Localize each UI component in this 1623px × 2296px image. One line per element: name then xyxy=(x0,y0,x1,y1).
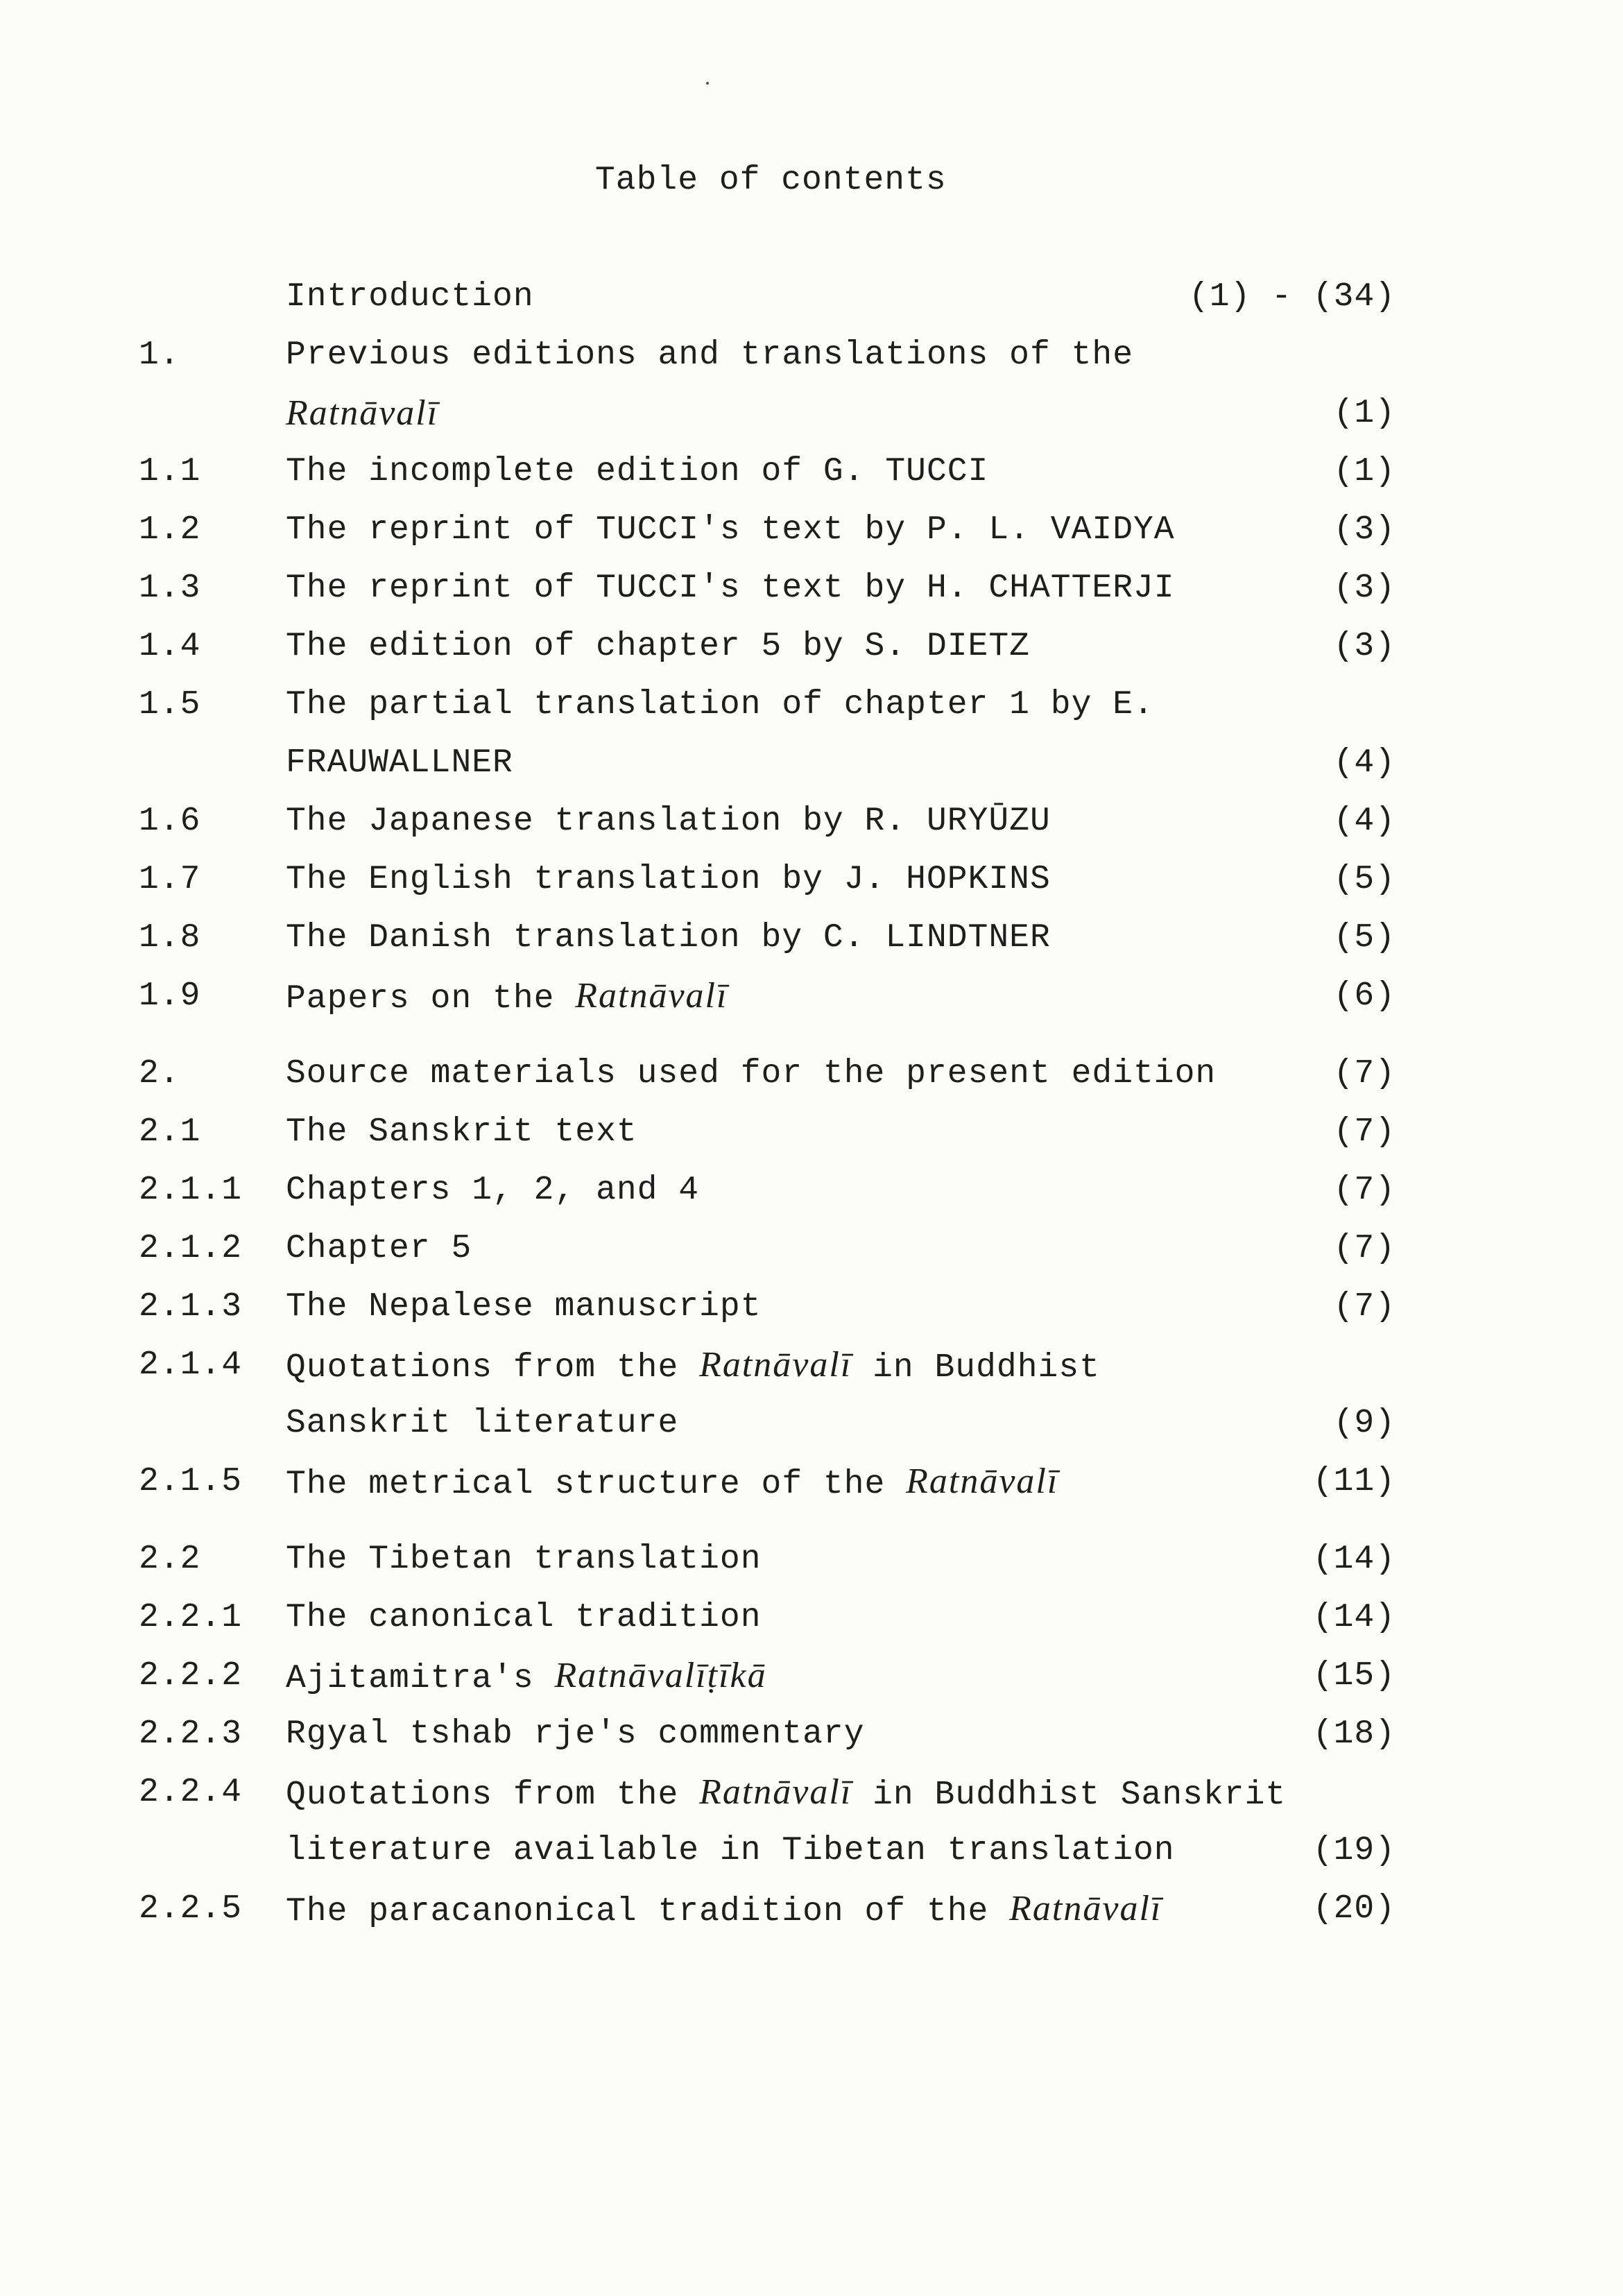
toc-entry xyxy=(0,1336,1623,1394)
toc-entry-title xyxy=(286,1278,762,1336)
toc-entry xyxy=(0,1647,1623,1705)
toc-entry-page: (20) xyxy=(1312,1890,1396,1928)
toc-entry-number: 2.1.1 xyxy=(139,1172,243,1209)
toc-entry-title-text: Quotations from the xyxy=(286,1349,700,1387)
toc-entry-title xyxy=(286,1045,1216,1103)
toc-entry-title xyxy=(286,559,1175,617)
toc-entry-title xyxy=(286,1588,762,1647)
toc-entry-title xyxy=(286,501,1175,559)
toc-entry-title-italic: Ratnāvalī xyxy=(286,393,439,433)
toc-entry-title-text: The Sanskrit text xyxy=(286,1113,637,1151)
toc-entry-title-text: Previous editions and translations of the xyxy=(286,336,1133,374)
toc-entry xyxy=(0,559,1623,617)
toc-entry xyxy=(0,850,1623,909)
toc-entry-page: (1) xyxy=(1333,395,1396,432)
toc-entry-title-italic: Ratnāvalī xyxy=(575,976,728,1016)
toc-entry-title xyxy=(286,1763,1286,1824)
toc-entry-page: (19) xyxy=(1312,1832,1396,1869)
toc-entry-title xyxy=(286,1880,1162,1941)
toc-entry-title-text: The paracanonical tradition of the xyxy=(286,1893,1010,1930)
toc-entry-page: (3) xyxy=(1333,628,1396,665)
toc-entry-title xyxy=(286,617,1030,676)
toc-entry xyxy=(0,1705,1623,1763)
toc-entry-title-text: Introduction xyxy=(286,278,534,316)
toc-entry xyxy=(0,1394,1623,1453)
toc-entry-number: 1.9 xyxy=(139,977,201,1015)
toc-entry-page: (5) xyxy=(1333,861,1396,898)
toc-entry-title-italic: Ratnāvalī xyxy=(1009,1889,1162,1928)
toc-entry xyxy=(0,1530,1623,1588)
toc-entry-title-text: Chapter 5 xyxy=(286,1230,472,1267)
toc-entry-title-text: Quotations from the xyxy=(286,1776,700,1814)
speck xyxy=(706,82,709,85)
toc-entry-page: (7) xyxy=(1333,1055,1396,1093)
toc-entry xyxy=(0,734,1623,792)
toc-entry xyxy=(0,326,1623,384)
toc-entry-title-text: The English translation by J. HOPKINS xyxy=(286,861,1051,898)
toc-entry-number: 2. xyxy=(139,1055,180,1093)
toc-entry-page: (7) xyxy=(1333,1172,1396,1209)
toc-entry-title-text: Source materials used for the present edition xyxy=(286,1055,1217,1093)
toc-entry-page: (1) xyxy=(1333,453,1396,490)
toc-entry-number: 2.1.2 xyxy=(139,1230,243,1267)
toc-entry-number: 2.1.3 xyxy=(139,1288,243,1326)
toc-entry-page: (14) xyxy=(1312,1541,1396,1578)
toc-entry xyxy=(0,617,1623,676)
toc-entry-number: 2.2.5 xyxy=(139,1890,243,1928)
toc-entry-number: 1. xyxy=(139,336,180,374)
toc-entry-page: (6) xyxy=(1333,977,1396,1015)
toc-entry-title-text: Rgyal tshab rje's commentary xyxy=(286,1715,865,1753)
toc-entry-number: 2.2.3 xyxy=(139,1715,243,1753)
toc-entry xyxy=(0,1588,1623,1647)
toc-entry-page: (1) - (34) xyxy=(1188,278,1396,316)
toc-entry-title-text: The reprint of TUCCI's text by H. CHATTERJI xyxy=(286,569,1175,607)
toc-entry xyxy=(0,676,1623,734)
toc-entry-title-text: literature available in Tibetan translation xyxy=(286,1832,1175,1869)
toc-entry-title-italic: Ratnāvalī xyxy=(699,1772,852,1812)
toc-entry-page: (18) xyxy=(1312,1715,1396,1753)
toc-entry xyxy=(0,1763,1623,1822)
toc-entry-title xyxy=(286,1394,678,1453)
toc-entry-title-text: FRAUWALLNER xyxy=(286,744,513,782)
toc-entry-title-text: The Japanese translation by R. URYŪZU xyxy=(286,803,1051,840)
toc-entry-number: 1.2 xyxy=(139,511,201,549)
toc-entry-title-text: in Buddhist Sanskrit xyxy=(852,1776,1287,1814)
toc-entry-title xyxy=(286,1705,865,1763)
toc-entry xyxy=(0,1219,1623,1278)
toc-entry-page: (4) xyxy=(1333,744,1396,782)
toc-entry xyxy=(0,909,1623,967)
toc-entry xyxy=(0,967,1623,1025)
toc-entry-page: (5) xyxy=(1333,919,1396,957)
toc-entry-title-italic: Ratnāvalīṭīkā xyxy=(554,1656,767,1695)
toc-entry-page: (7) xyxy=(1333,1288,1396,1326)
toc-entry-title xyxy=(286,1453,1058,1514)
toc-entry-title-text: The metrical structure of the xyxy=(286,1466,907,1503)
page-title: Table of contents xyxy=(595,162,947,199)
toc-entry-number: 2.1.5 xyxy=(139,1463,243,1500)
toc-entry xyxy=(0,501,1623,559)
toc-entry-number: 1.3 xyxy=(139,569,201,607)
toc-entry-page: (3) xyxy=(1333,569,1396,607)
toc-entry-title-italic: Ratnāvalī xyxy=(906,1462,1059,1501)
toc-entry-title xyxy=(286,1219,472,1278)
toc-entry xyxy=(0,268,1623,326)
toc-entry-page: (4) xyxy=(1333,803,1396,840)
toc-entry-title xyxy=(286,909,1051,967)
toc-entry-title xyxy=(286,443,988,501)
toc-entry xyxy=(0,1880,1623,1938)
toc-entry-page: (11) xyxy=(1312,1463,1396,1500)
toc-entry-title xyxy=(286,1336,1100,1397)
toc-entry-page: (7) xyxy=(1333,1113,1396,1151)
toc-entry-title xyxy=(286,967,728,1028)
toc-entry-title-text: The canonical tradition xyxy=(286,1599,762,1636)
toc-entry-number: 2.1 xyxy=(139,1113,201,1151)
toc-entry-page: (7) xyxy=(1333,1230,1396,1267)
toc-entry-title-text: The Nepalese manuscript xyxy=(286,1288,762,1326)
toc-entry xyxy=(0,1161,1623,1219)
toc-entry-title-text: Sanskrit literature xyxy=(286,1405,679,1442)
toc-entry-number: 1.4 xyxy=(139,628,201,665)
toc-entry xyxy=(0,792,1623,850)
toc-entry-title xyxy=(286,676,1154,734)
toc-entry-title xyxy=(286,734,513,792)
toc-entry-title-text: Chapters 1, 2, and 4 xyxy=(286,1172,700,1209)
toc-entry-title-text: The Danish translation by C. LINDTNER xyxy=(286,919,1051,957)
toc-entry-title xyxy=(286,1647,767,1708)
toc-entry-number: 1.6 xyxy=(139,803,201,840)
toc-entry xyxy=(0,1822,1623,1880)
toc-entry-number: 1.8 xyxy=(139,919,201,957)
toc-entry-number: 2.2.4 xyxy=(139,1774,243,1811)
toc-entry-title-text: Papers on the xyxy=(286,980,576,1018)
toc-entry-title xyxy=(286,268,534,326)
toc-entry-number: 2.2 xyxy=(139,1541,201,1578)
toc-entry-title xyxy=(286,384,438,445)
toc-entry-number: 2.2.1 xyxy=(139,1599,243,1636)
toc-entry-title xyxy=(286,1822,1175,1880)
toc-entry-title xyxy=(286,792,1051,850)
toc-entry-title-text: Ajitamitra's xyxy=(286,1660,555,1697)
toc-entry-title-text: in Buddhist xyxy=(852,1349,1100,1387)
toc-entry-title xyxy=(286,1103,637,1161)
toc-entry-title-text: The edition of chapter 5 by S. DIETZ xyxy=(286,628,1030,665)
toc-entry xyxy=(0,1045,1623,1103)
toc-entry-title-italic: Ratnāvalī xyxy=(699,1345,852,1385)
toc-entry-title xyxy=(286,1161,699,1219)
toc-entry-title-text: The reprint of TUCCI's text by P. L. VAIDYA xyxy=(286,511,1175,549)
toc-entry-title xyxy=(286,850,1051,909)
toc-entry-title xyxy=(286,1530,762,1588)
toc-entry-number: 1.5 xyxy=(139,686,201,723)
toc-entry-title-text: The partial translation of chapter 1 by E. xyxy=(286,686,1154,723)
toc-entry-number: 2.1.4 xyxy=(139,1346,243,1384)
toc-entry-page: (9) xyxy=(1333,1405,1396,1442)
toc-entry-page: (15) xyxy=(1312,1657,1396,1695)
toc-entry xyxy=(0,443,1623,501)
toc-entry-number: 2.2.2 xyxy=(139,1657,243,1695)
toc-entry-number: 1.7 xyxy=(139,861,201,898)
toc-entry-title-text: The Tibetan translation xyxy=(286,1541,762,1578)
toc-entry-page: (14) xyxy=(1312,1599,1396,1636)
toc-entry-title-text: The incomplete edition of G. TUCCI xyxy=(286,453,989,490)
toc-entry-title xyxy=(286,326,1133,384)
toc-entry xyxy=(0,1103,1623,1161)
toc-entry xyxy=(0,384,1623,443)
toc-entry xyxy=(0,1278,1623,1336)
toc-entry-number: 1.1 xyxy=(139,453,201,490)
toc-entry xyxy=(0,1453,1623,1511)
toc-entry-page: (3) xyxy=(1333,511,1396,549)
